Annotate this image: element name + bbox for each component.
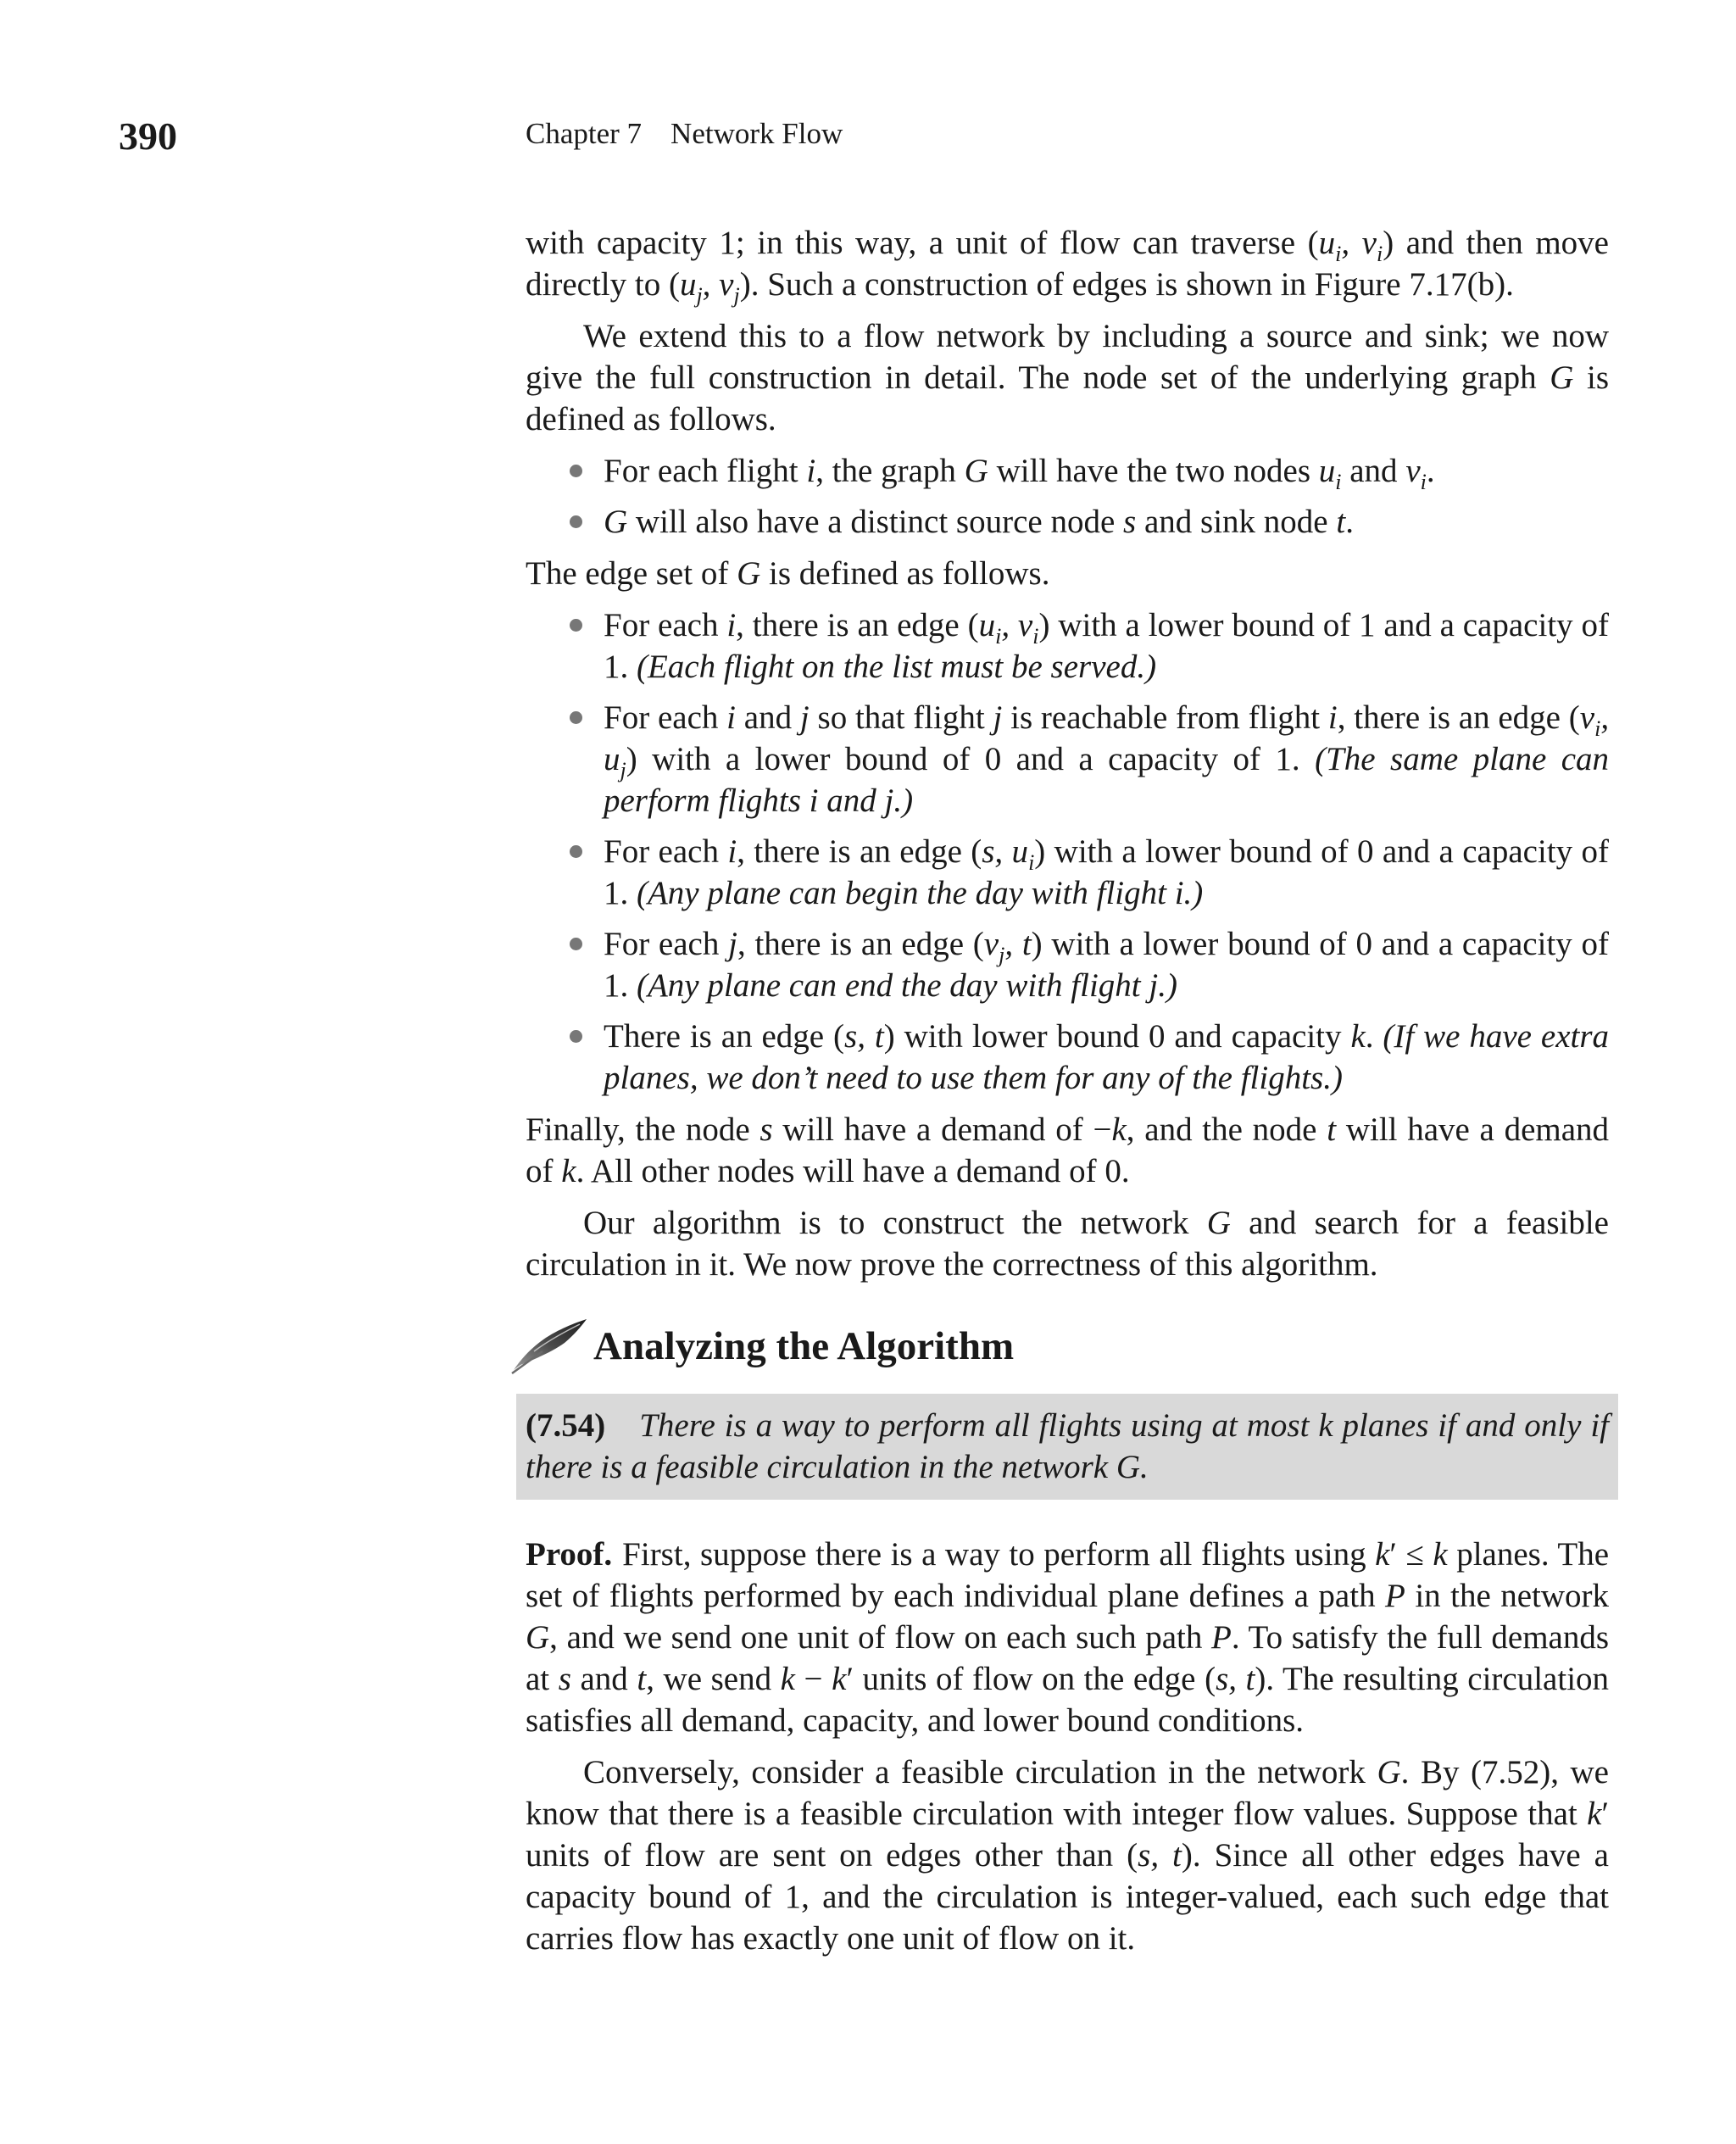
list-item: G will also have a distinct source node s and sink node t. (604, 501, 1609, 543)
chapter-title: Network Flow (670, 117, 843, 150)
page-number: 390 (119, 114, 177, 158)
theorem-box (516, 1394, 1618, 1500)
section-heading (526, 1321, 1609, 1382)
bullet-icon (570, 1030, 582, 1043)
bullet-icon (570, 845, 582, 858)
theorem-number: (7.54) (526, 1407, 606, 1444)
bullet-icon (570, 465, 582, 477)
edge-set-list (526, 604, 1609, 1099)
paragraph-demands: Finally, the node s will have a demand of −k, and the node t will have a demand of k. All other nodes will have a demand of 0. (526, 1111, 1610, 1189)
bullet-icon (570, 711, 582, 724)
paragraph-edge-intro: The edge set of G is defined as follows. (526, 555, 1050, 592)
bullet-icon (570, 619, 582, 632)
quill-icon (509, 1314, 590, 1375)
bullet-icon (570, 515, 582, 528)
chapter-label: Chapter 7 (526, 117, 643, 150)
paragraph-construction: We extend this to a flow network by including a source and sink; we now give the full construction in detail. The node set of the underlying graph G is defined as follows. (526, 318, 1610, 437)
running-head (526, 117, 843, 151)
page-body (526, 222, 1609, 1959)
paragraph-algorithm: Our algorithm is to construct the network G and search for a feasible circulation in it. We now prove the correctness of this algorithm. (526, 1205, 1609, 1283)
paragraph-converse: Conversely, consider a feasible circulation in the network G. By (7.52), we know that there is a feasible circulation with integer flow values. Suppose that k′ units of flow are sent on edges other than (s, t). Since all other edges have a capacity bound of 1, and the circulation is integer-valued, each such edge that carries flow has exactly one unit of flow on it. (526, 1754, 1610, 1957)
list-item: For each flight i, the graph G will have the two nodes $u_i$ and $v_i$. (604, 450, 1609, 492)
list-item: There is an edge (s, t) with lower bound 0 and capacity k. (If we have extra planes, we don’t need to use them for any of the flights.) (604, 1016, 1609, 1099)
bullet-icon (570, 938, 582, 950)
list-item: For each j, there is an edge ($v_j$, t) with a lower bound of 0 and a capacity of 1. (Any plane can end the day with flight j.) (604, 923, 1609, 1006)
theorem-statement: There is a way to perform all flights using at most k planes if and only if there is a feasible circulation in the network G. (526, 1407, 1609, 1485)
paragraph-proof: Proof. First, suppose there is a way to perform all flights using k′ ≤ k planes. The set of flights performed by each individual plane defines a path P in the network G, and we send one unit of flow on each such path P. To satisfy the full demands at s and t, we send k − k′ units of flow on the edge (s, t). The resulting circulation satisfies all demand, capacity, and lower bound conditions. (526, 1536, 1610, 1739)
node-set-list (526, 450, 1609, 543)
list-item: For each i, there is an edge (s, $u_i$) with a lower bound of 0 and a capacity of 1. (Any plane can begin the day with flight i.) (604, 831, 1609, 914)
list-item: For each i and j so that flight j is reachable from flight i, there is an edge ($v_i$, $u_j$) with a lower bound of 0 and a capacity of 1. (The same plane can perform flights i and j.) (604, 697, 1609, 821)
list-item: For each i, there is an edge ($u_i$, $v_i$) with a lower bound of 1 and a capacity of 1. (Each flight on the list must be served.) (604, 604, 1609, 688)
section-title: Analyzing the Algorithm (593, 1324, 1015, 1368)
paragraph-intro: with capacity 1; in this way, a unit of flow can traverse ($u_i$, $v_i$) and then move directly to ($u_j$, $v_j$). Such a construction of edges is shown in Figure 7.17(b). (526, 225, 1609, 308)
proof-label: Proof. (526, 1536, 613, 1573)
